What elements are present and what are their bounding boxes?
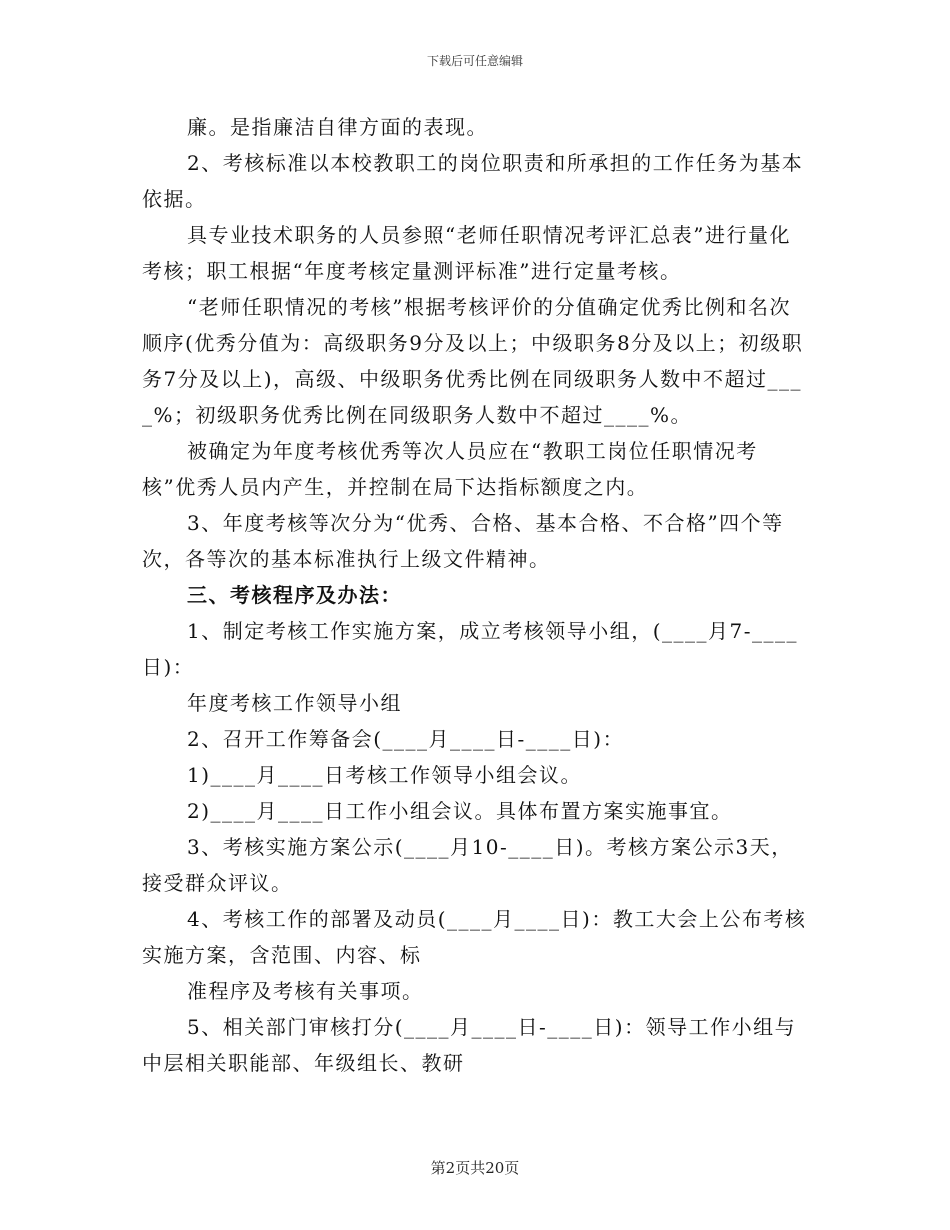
paragraph-9: 年度考核工作领导小组 xyxy=(187,691,402,715)
paragraph-10: 2、召开工作筹备会(____月____日-____日)： xyxy=(187,727,625,751)
page-footer: 第2页共20页 xyxy=(430,1159,520,1177)
paragraph-4: “老师任职情况的考核”根据考核评价的分值确定优秀比例和名次顺序(优秀分值为：高级职务9分及以上；中级职务8分及以上；初级职务7分及以上)，高级、中级职务优秀比例在同级职务人数中不超过____%；初级职务优秀比例在同级职务人数中不超过____%。 xyxy=(142,295,804,427)
paragraph-14: 4、考核工作的部署及动员(____月____日)：教工大会上公布考核实施方案，含范围、内容、标 xyxy=(142,907,807,967)
paragraph-5: 被确定为年度考核优秀等次人员应在“教职工岗位任职情况考核”优秀人员内产生，并控制在局下达指标额度之内。 xyxy=(142,439,758,499)
paragraph-15: 准程序及考核有关事项。 xyxy=(187,979,424,1003)
paragraph-11: 1)____月____日考核工作领导小组会议。 xyxy=(187,763,583,787)
document-body xyxy=(142,109,812,1081)
section-heading: 三、考核程序及办法： xyxy=(187,583,402,607)
paragraph-6: 3、年度考核等次分为“优秀、合格、基本合格、不合格”四个等次，各等次的基本标准执行上级文件精神。 xyxy=(142,511,784,571)
paragraph-1: 廉。是指廉洁自律方面的表现。 xyxy=(187,115,488,139)
paragraph-3: 具专业技术职务的人员参照“老师任职情况考评汇总表”进行量化考核；职工根据“年度考核定量测评标准”进行定量考核。 xyxy=(142,223,791,283)
page-header: 下载后可任意编辑 xyxy=(426,54,523,68)
paragraph-8: 1、制定考核工作实施方案，成立考核领导小组，(____月7-____日)： xyxy=(142,619,799,679)
paragraph-12: 2)____月____日工作小组会议。具体布置方案实施事宜。 xyxy=(187,799,733,823)
paragraph-13: 3、考核实施方案公示(____月10-____日)。考核方案公示3天，接受群众评议。 xyxy=(142,835,793,895)
paragraph-2: 2、考核标准以本校教职工的岗位职责和所承担的工作任务为基本依据。 xyxy=(142,151,804,211)
paragraph-16: 5、相关部门审核打分(____月____日-____日)：领导工作小组与中层相关职能部、年级组长、教研 xyxy=(142,1015,797,1075)
